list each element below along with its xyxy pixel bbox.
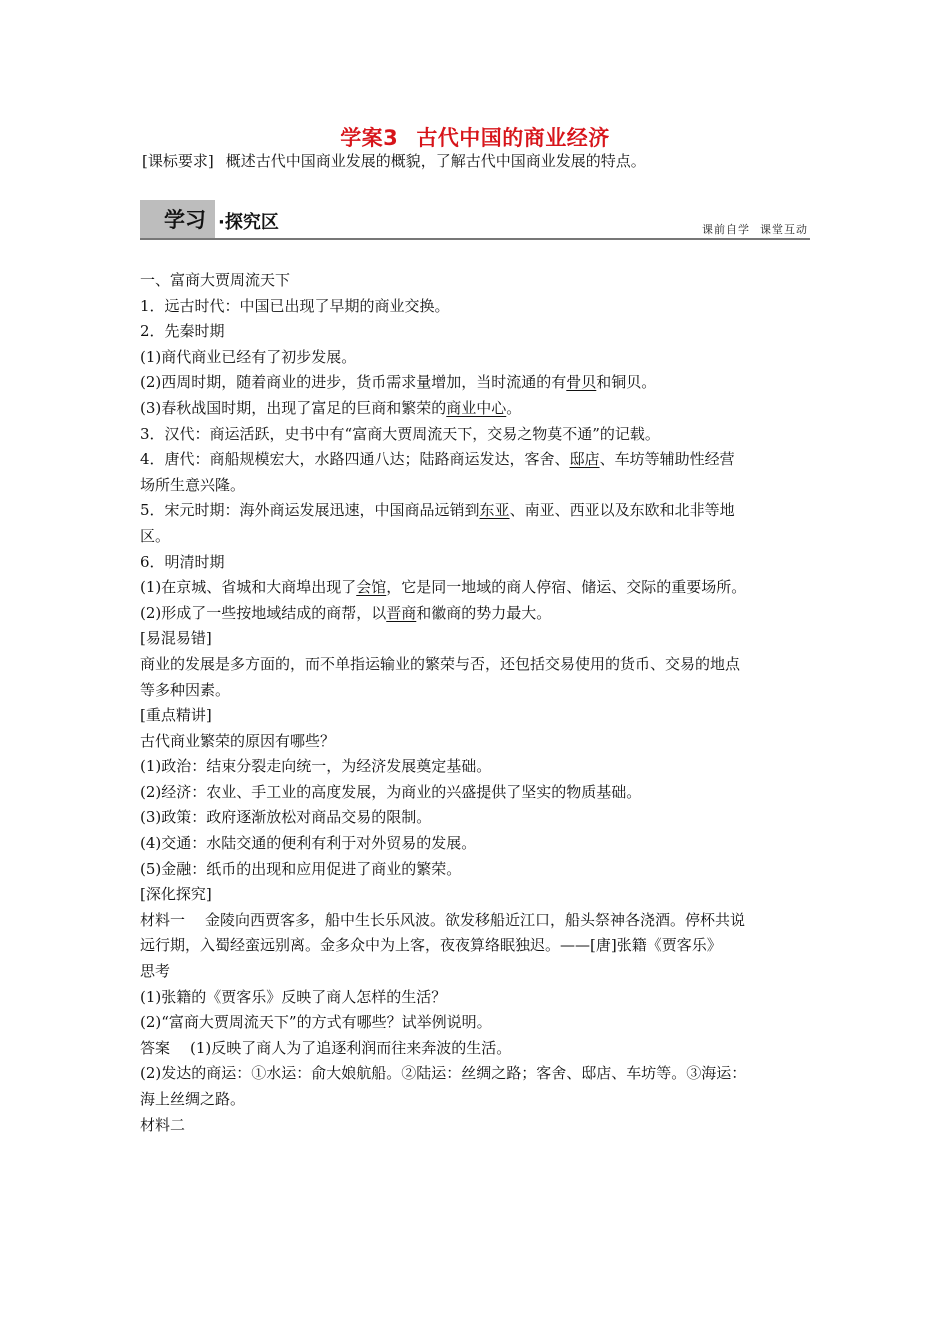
content-line xyxy=(140,857,812,883)
content-line xyxy=(140,703,812,729)
content-line xyxy=(140,959,812,985)
content-line xyxy=(140,294,812,320)
content-line xyxy=(140,754,812,780)
banner-right-labels xyxy=(702,221,808,237)
title-topic: 古代中国的商业经济 xyxy=(416,126,610,150)
underlined-answer: 会馆 xyxy=(356,578,387,597)
content-line xyxy=(140,652,812,678)
line-text: 等多种因素。 xyxy=(140,680,231,699)
line-text: (1)张籍的《贾客乐》反映了商人怎样的生活？ xyxy=(140,987,447,1006)
content-line xyxy=(140,370,812,396)
line-text: 古代商业繁荣的原因有哪些？ xyxy=(140,731,336,750)
line-lead: 材料一 xyxy=(140,910,186,929)
line-text: 思考 xyxy=(140,962,171,981)
line-text-after: ，它是同一地域的商人停宿、储运、交际的重要场所。 xyxy=(386,578,747,597)
content-line xyxy=(140,1010,812,1036)
content-line xyxy=(140,1061,812,1087)
line-text: (3)政策：政府逐渐放松对商品交易的限制。 xyxy=(140,808,432,827)
content-line xyxy=(140,1087,812,1113)
content-line xyxy=(140,729,812,755)
line-text: 金陵向西贾客多，船中生长乐风波。欲发移船近江口，船头祭神各浇酒。停杯共说 xyxy=(205,910,746,929)
title-lesson-number: 学案3 xyxy=(340,126,399,150)
line-text: (1)商代商业已经有了初步发展。 xyxy=(140,347,357,366)
content-line xyxy=(140,319,812,345)
underlined-answer: 晋商 xyxy=(386,603,417,622)
section-banner xyxy=(140,200,810,240)
line-text: (2)发达的商运：①水运：俞大娘航船。②陆运：丝绸之路；客舍、邸店、车坊等。③海运： xyxy=(140,1064,747,1083)
banner-section-label: ·探究区 xyxy=(218,212,279,233)
content-line xyxy=(140,908,812,934)
line-text: (2)经济：农业、手工业的高度发展，为商业的兴盛提供了坚实的物质基础。 xyxy=(140,782,642,801)
line-text: 远行期，入蜀经蛮远别离。金多众中为上客，夜夜算络眠独迟。——[唐]张籍《贾客乐》 xyxy=(140,936,722,955)
line-text: [易混易错] xyxy=(140,629,212,648)
line-text: (5)金融：纸币的出现和应用促进了商业的繁荣。 xyxy=(140,859,462,878)
line-text-before: (1)在京城、省城和大商埠出现了 xyxy=(140,578,357,597)
banner-rule xyxy=(140,238,810,240)
banner-right-b: 课堂互动 xyxy=(760,223,808,236)
line-text-after: 和徽商的势力最大。 xyxy=(416,603,552,622)
line-text: 场所生意兴隆。 xyxy=(140,475,246,494)
content-line xyxy=(140,473,812,499)
line-text-before: (3)春秋战国时期，出现了富足的巨商和繁荣的 xyxy=(140,398,447,417)
content-line xyxy=(140,933,812,959)
line-text: 6．明清时期 xyxy=(140,552,225,571)
content-line xyxy=(140,985,812,1011)
line-text: 海上丝绸之路。 xyxy=(140,1090,246,1108)
underlined-answer: 东亚 xyxy=(479,501,510,520)
line-text-before: (2)西周时期，随着商业的进步，货币需求量增加，当时流通的有 xyxy=(140,373,567,392)
line-text-after: 。 xyxy=(506,398,522,417)
curriculum-requirement xyxy=(142,150,646,171)
content-line xyxy=(140,345,812,371)
line-text-after: 、南亚、西亚以及东欧和北非等地 xyxy=(509,501,735,520)
content-line xyxy=(140,1036,812,1062)
line-text: 3．汉代：商运活跃，史书中有“富商大贾周流天下，交易之物莫不通”的记载。 xyxy=(140,424,660,443)
line-text-before: 5．宋元时期：海外商运发展迅速，中国商品远销到 xyxy=(140,501,480,520)
content-line xyxy=(140,601,812,627)
content-line xyxy=(140,396,812,422)
line-text: 商业的发展是多方面的，而不单指运输业的繁荣与否，还包括交易使用的货币、交易的地点 xyxy=(140,654,741,673)
line-text: 区。 xyxy=(140,526,171,545)
content-line xyxy=(140,550,812,576)
line-text: 1．远古时代：中国已出现了早期的商业交换。 xyxy=(140,296,450,315)
page-title xyxy=(0,122,950,152)
content-line xyxy=(140,268,812,294)
content-line xyxy=(140,805,812,831)
content-line xyxy=(140,575,812,601)
content-line xyxy=(140,1113,812,1139)
underlined-answer: 骨贝 xyxy=(566,373,597,392)
line-text-after: 和铜贝。 xyxy=(596,373,657,392)
line-text: [深化探究] xyxy=(140,885,212,904)
line-text: (4)交通：水陆交通的便利有利于对外贸易的发展。 xyxy=(140,834,477,853)
content-line xyxy=(140,524,812,550)
line-text: 材料二 xyxy=(140,1115,186,1134)
line-lead: 答案 xyxy=(140,1038,171,1057)
content-line xyxy=(140,422,812,448)
content-line xyxy=(140,831,812,857)
line-text: (1)政治：结束分裂走向统一，为经济发展奠定基础。 xyxy=(140,757,492,776)
line-text: (2)“富商大贾周流天下”的方式有哪些？试举例说明。 xyxy=(140,1013,492,1032)
line-text-before: 4．唐代：商船规模宏大，水路四通八达；陆路商运发达，客舍、 xyxy=(140,450,570,469)
line-text: 2．先秦时期 xyxy=(140,322,225,341)
content-line xyxy=(140,780,812,806)
requirement-text: 概述古代中国商业发展的概貌，了解古代中国商业发展的特点。 xyxy=(225,152,646,170)
underlined-answer: 商业中心 xyxy=(446,398,507,417)
content-line xyxy=(140,626,812,652)
study-content xyxy=(140,268,812,1138)
content-line xyxy=(140,678,812,704)
content-line xyxy=(140,447,812,473)
banner-label-box: 学习 xyxy=(140,200,215,240)
content-line xyxy=(140,498,812,524)
line-text: 一、富商大贾周流天下 xyxy=(140,271,291,289)
line-text: (1)反映了商人为了追逐利润而往来奔波的生活。 xyxy=(190,1038,512,1057)
line-text: [重点精讲] xyxy=(140,706,212,725)
banner-right-a: 课前自学 xyxy=(702,223,750,236)
requirement-label: [课标要求] xyxy=(142,152,214,170)
line-text-before: (2)形成了一些按地域结成的商帮，以 xyxy=(140,603,387,622)
underlined-answer: 邸店 xyxy=(569,450,600,469)
line-text-after: 、车坊等辅助性经营 xyxy=(599,450,735,469)
content-line xyxy=(140,882,812,908)
